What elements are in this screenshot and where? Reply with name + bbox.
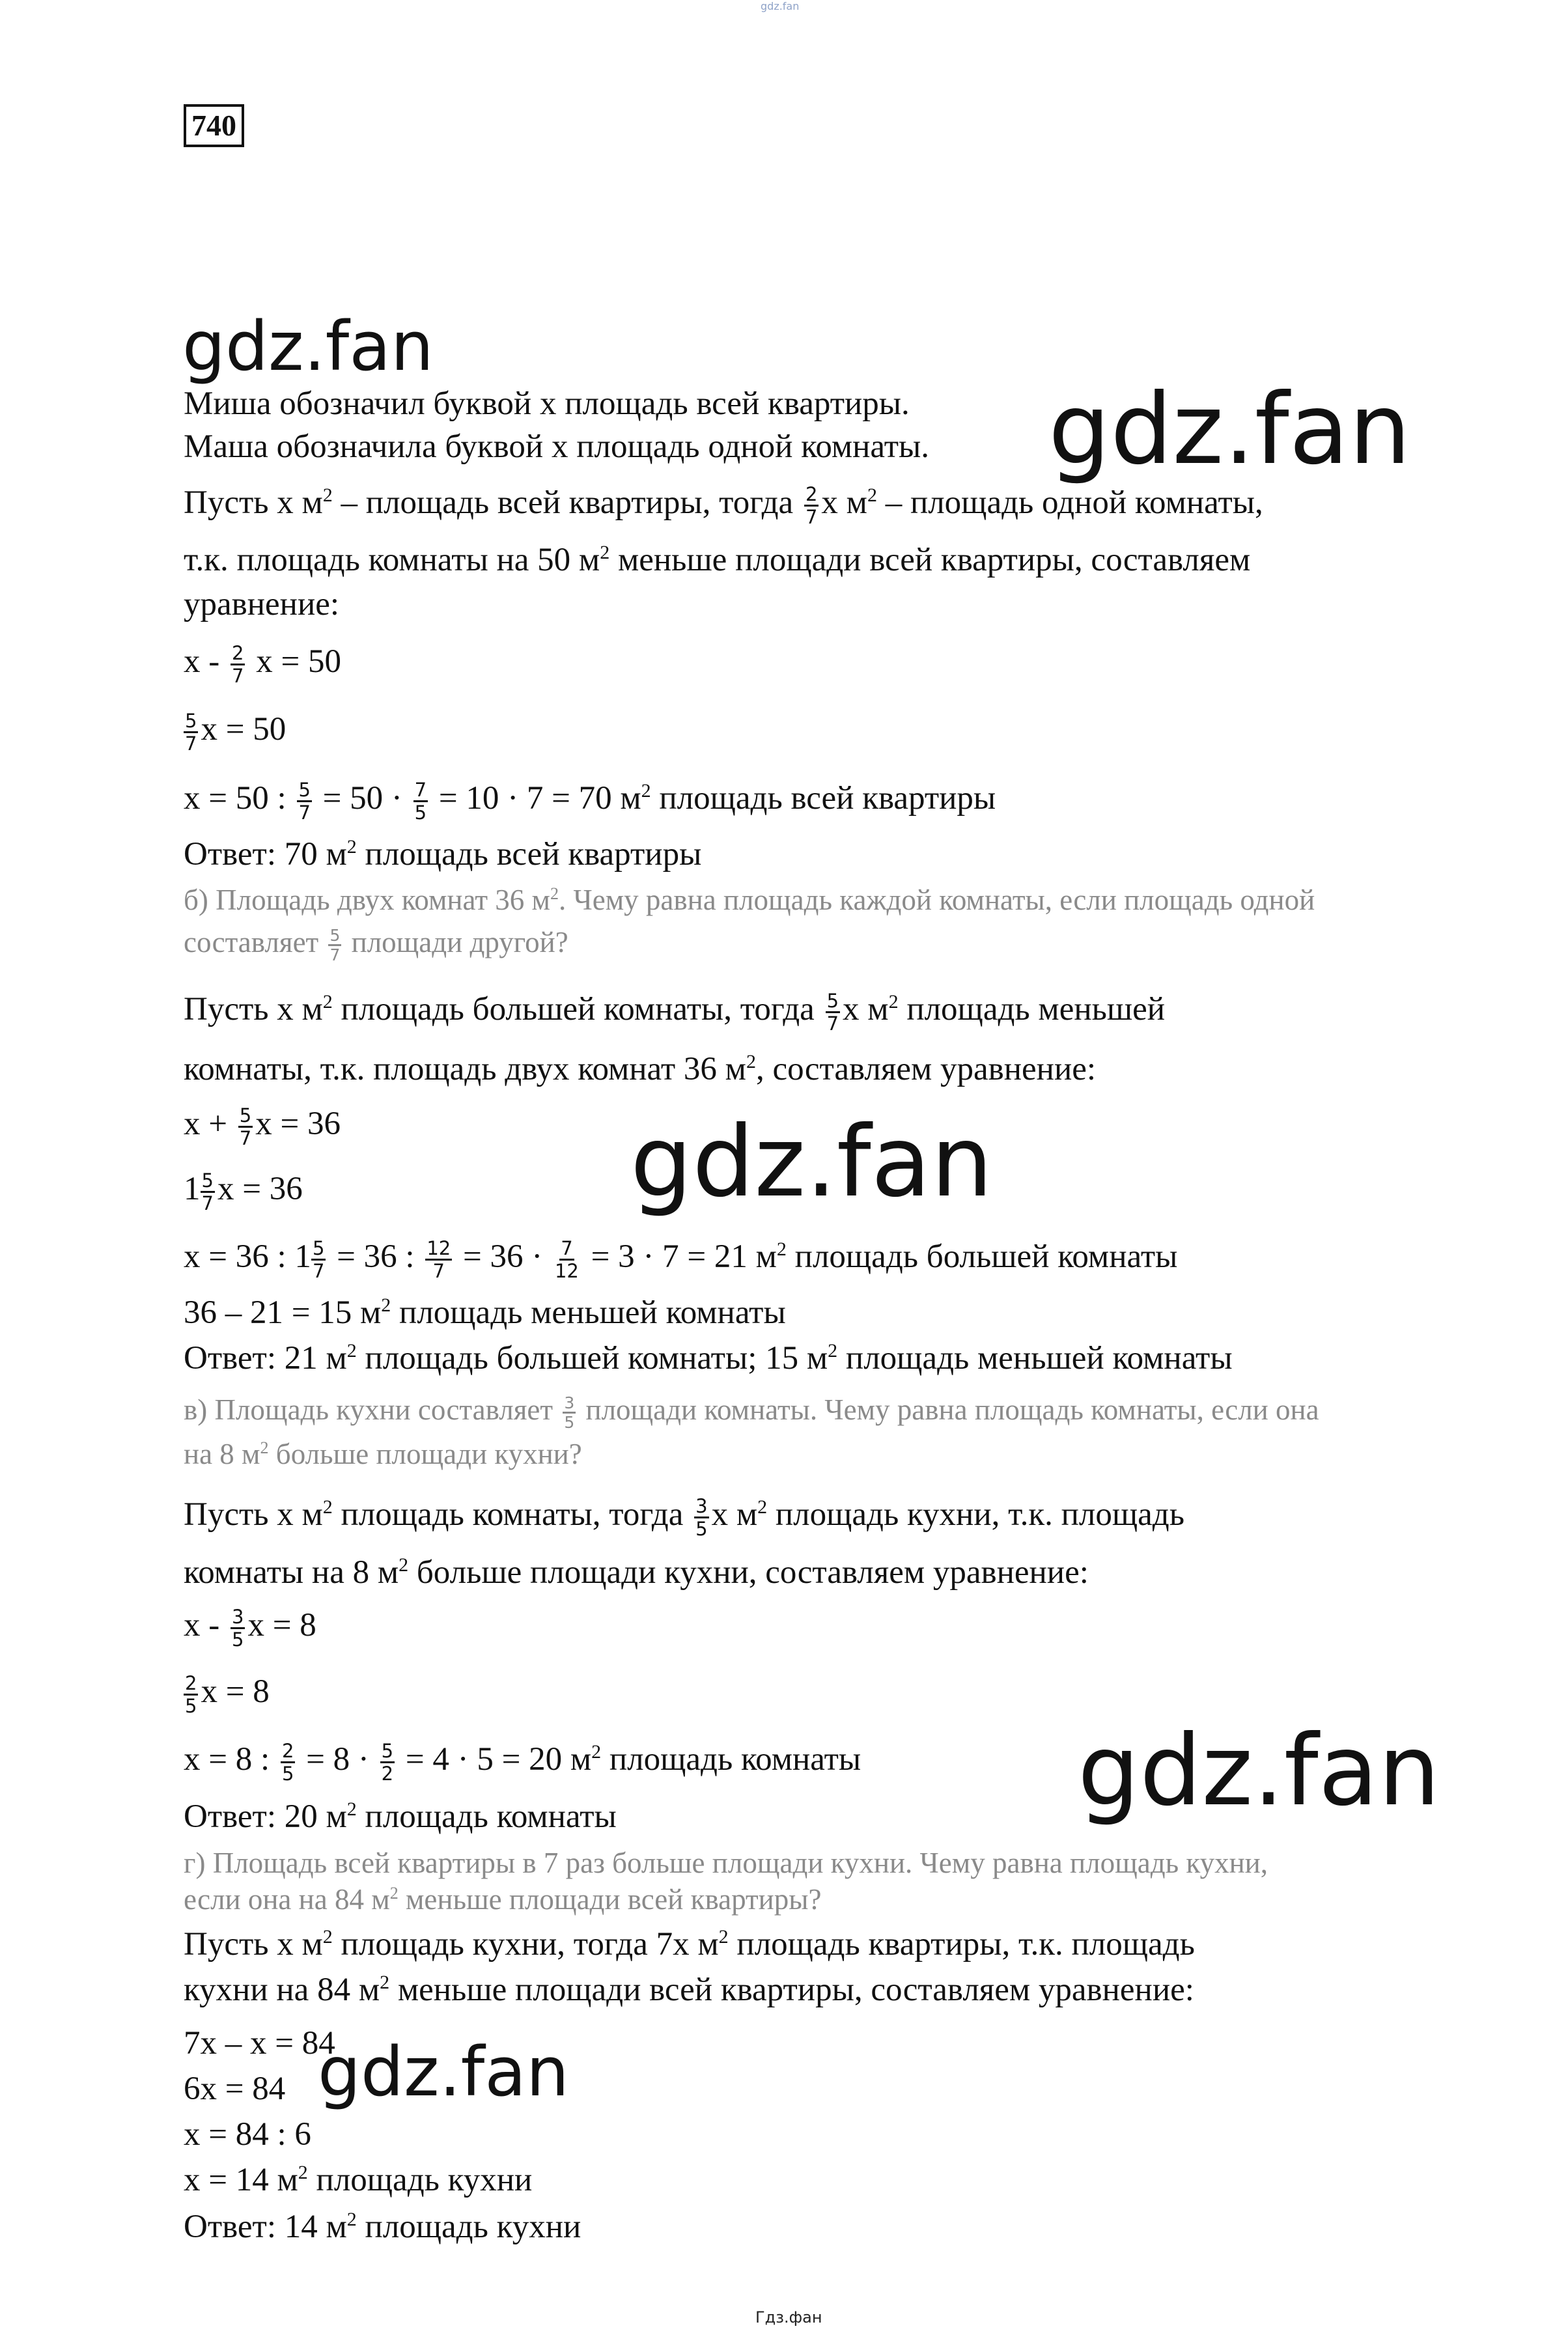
watermark-logo: gdz.fan (1048, 373, 1411, 486)
answer-line: Ответ: 14 $м^2$ площадь кухни (184, 2209, 581, 2245)
text-line: т.к. площадь комнаты на 50 $м^2$ меньше площади всей квартиры, составляем (184, 542, 1251, 578)
answer-line: Ответ: 20 $м^2$ площадь комнаты (184, 1798, 617, 1835)
equation-line: х - $\frac{2}{7}$ х = 50 (184, 641, 341, 687)
fraction: $\frac{5}{7}$ (329, 926, 341, 965)
fraction: $\frac{5}{7}$ (298, 778, 311, 824)
fraction: $\frac{5}{7}$ (185, 709, 197, 755)
equation-line: 6х = 84 (184, 2071, 286, 2107)
text-line: Пусть х $м^2$ – площадь всей квартиры, тогда $\frac{2}{7}$ х $м^2$ – площадь одной комнаты, (184, 482, 1263, 528)
equation-line: $\frac{2}{5}$ х = 8 (185, 1671, 270, 1717)
equation-line: $\frac{5}{7}$ х = 50 (185, 709, 287, 755)
equation-line: х = 14 $м^2$ площадь кухни (184, 2162, 533, 2198)
fraction: $\frac{3}{5}$ (231, 1605, 244, 1651)
equation-line: х = 84 : 6 (184, 2116, 311, 2153)
problem-statement: б) Площадь двух комнат 36 $м^2$. Чему равна площадь каждой комнаты, если площадь одной (184, 884, 1315, 916)
fraction: $\frac{5}{7}$ (826, 989, 839, 1035)
equation-line: х - $\frac{3}{5}$ х = 8 (184, 1605, 316, 1651)
problem-statement: на 8 $м^2$ больше площади кухни? (184, 1438, 582, 1470)
fraction: $\frac{2}{7}$ (231, 641, 244, 687)
fraction: $\frac{5}{7}$ (312, 1236, 325, 1282)
fraction: $\frac{2}{5}$ (185, 1671, 197, 1717)
text-line: Миша обозначил буквой х площадь всей квартиры. (184, 385, 910, 422)
text-line: Пусть х $м^2$ площадь комнаты, тогда $\frac{3}{5}$ х $м^2$ площадь кухни, т.к. площадь (184, 1494, 1184, 1540)
equation-line: х = 8 : $\frac{2}{5}$ = 8 · $\frac{5}{2}$ = 4 · 5 = 20 $м^2$ площадь комнаты (184, 1739, 861, 1785)
problem-statement: в) Площадь кухни составляет $\frac{3}{5}$ площади комнаты. Чему равна площадь комнаты, если она (184, 1393, 1319, 1432)
watermark-logo: gdz.fan (1078, 1714, 1440, 1828)
text-line: комнаты, т.к. площадь двух комнат 36 $м^2$, составляем уравнение: (184, 1051, 1097, 1087)
fraction: $\frac{3}{5}$ (695, 1494, 708, 1540)
fraction: $\frac{5}{7}$ (201, 1169, 214, 1214)
equation-line: х = 36 : 1 $\frac{5}{7}$ = 36 : $\frac{12}{7}$ = 36 · $\frac{7}{12}$ = 3 · 7 = 21 $м^2$ площадь большей комнаты (184, 1236, 1178, 1282)
top-watermark: gdz.fan (761, 0, 800, 12)
watermark-logo: gdz.fan (182, 307, 434, 386)
answer-line: Ответ: 21 $м^2$ площадь большей комнаты; 15 $м^2$ площадь меньшей комнаты (184, 1340, 1233, 1376)
problem-statement: г) Площадь всей квартиры в 7 раз больше площади кухни. Чему равна площадь кухни, (184, 1847, 1268, 1879)
fraction: $\frac{5}{2}$ (381, 1739, 394, 1785)
task-number: 740 (184, 104, 244, 147)
fraction: $\frac{5}{7}$ (239, 1104, 252, 1149)
fraction: $\frac{2}{5}$ (281, 1739, 294, 1785)
watermark-logo: gdz.fan (318, 2032, 569, 2112)
text-line: комнаты на 8 $м^2$ больше площади кухни, составляем уравнение: (184, 1554, 1089, 1591)
fraction: $\frac{12}{7}$ (427, 1236, 451, 1282)
text-line: Пусть х $м^2$ площадь большей комнаты, тогда $\frac{5}{7}$ х $м^2$ площадь меньшей (184, 989, 1166, 1035)
problem-statement: составляет $\frac{5}{7}$ площади другой? (184, 926, 568, 965)
text-line: уравнение: (184, 586, 340, 622)
fraction: $\frac{2}{7}$ (805, 482, 818, 528)
fraction: $\frac{3}{5}$ (564, 1393, 575, 1432)
fraction: $\frac{7}{12}$ (554, 1236, 579, 1282)
footer-label: Гдз.фан (755, 2308, 822, 2326)
equation-line: х + $\frac{5}{7}$ х = 36 (184, 1104, 341, 1149)
answer-line: Ответ: 70 $м^2$ площадь всей квартиры (184, 836, 702, 873)
fraction: $\frac{7}{5}$ (414, 778, 427, 824)
problem-statement: если она на 84 $м^2$ меньше площади всей квартиры? (184, 1883, 822, 1916)
text-line: Пусть х $м^2$ площадь кухни, тогда 7х $м^2$ площадь квартиры, т.к. площадь (184, 1926, 1195, 1963)
equation-line: х = 50 : $\frac{5}{7}$ = 50 · $\frac{7}{5}$ = 10 · 7 = 70 $м^2$ площадь всей квартиры (184, 778, 996, 824)
text-line: кухни на 84 $м^2$ меньше площади всей квартиры, составляем уравнение: (184, 1972, 1194, 2008)
equation-line: 36 – 21 = 15 $м^2$ площадь меньшей комнаты (184, 1294, 786, 1331)
equation-line: 1 $\frac{5}{7}$ х = 36 (184, 1169, 303, 1214)
text-line: Маша обозначила буквой х площадь одной комнаты. (184, 428, 930, 465)
watermark-logo: gdz.fan (630, 1106, 993, 1219)
equation-line: 7х – х = 84 (184, 2025, 335, 2061)
